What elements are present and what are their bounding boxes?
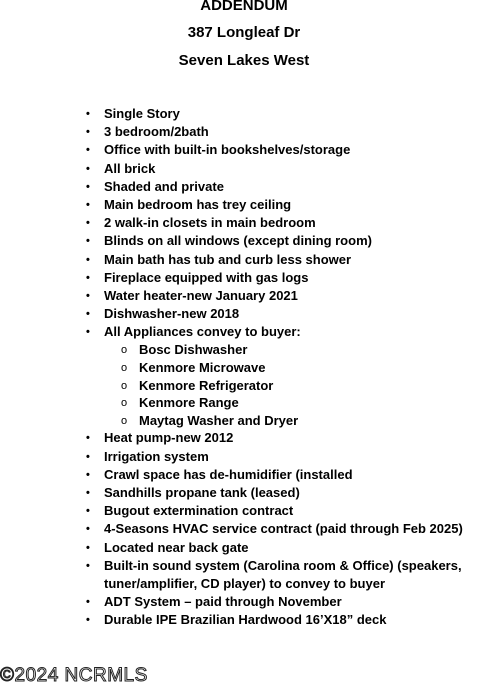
list-item-text: Crawl space has de-humidifier (installed	[104, 466, 353, 482]
list-item-text: ADT System – paid through November	[104, 593, 342, 609]
appliance-item	[0, 377, 488, 395]
appliance-item	[0, 394, 488, 412]
list-item	[0, 611, 488, 629]
subdivision-name: Seven Lakes West	[178, 52, 310, 69]
list-item	[0, 232, 488, 250]
sub-bullet: o	[121, 344, 128, 357]
bullet: •	[86, 217, 90, 230]
list-item	[0, 105, 488, 123]
bullet: •	[86, 450, 90, 463]
bullet: •	[86, 144, 90, 157]
list-item	[0, 269, 488, 287]
list-item-text: 2 walk-in closets in main bedroom	[104, 215, 316, 231]
bullet: •	[86, 326, 90, 339]
bullet: •	[86, 468, 90, 481]
bullet: •	[86, 180, 90, 193]
list-item	[0, 466, 488, 484]
bullet: •	[86, 162, 90, 175]
list-item-text: Bugout extermination contract	[104, 503, 294, 519]
list-item	[0, 448, 488, 466]
bullet: •	[86, 523, 90, 536]
list-item	[0, 141, 488, 159]
bullet: •	[86, 541, 90, 554]
list-item-text: Heat pump-new 2012	[104, 430, 234, 446]
list-item-text: All Appliances convey to buyer:	[104, 324, 301, 340]
list-item	[0, 160, 488, 178]
page-title: ADDENDUM	[200, 0, 288, 14]
list-item	[0, 429, 488, 447]
list-item	[0, 251, 488, 269]
list-item	[0, 214, 488, 232]
property-address: 387 Longleaf Dr	[187, 24, 301, 41]
bullet: •	[86, 253, 90, 266]
appliance-item-text: Kenmore Range	[139, 395, 239, 411]
list-item-text: Sandhills propane tank (leased)	[104, 484, 300, 500]
appliance-item	[0, 359, 488, 377]
list-item	[0, 502, 488, 520]
list-item-text: 3 bedroom/2bath	[104, 124, 209, 140]
bullet: •	[86, 486, 90, 499]
list-item-text: Located near back gate	[104, 539, 249, 555]
appliance-item-text: Maytag Washer and Dryer	[139, 412, 299, 428]
appliance-item-text: Kenmore Microwave	[139, 360, 266, 376]
bullet: •	[86, 614, 90, 627]
bullet: •	[86, 108, 90, 120]
list-item	[0, 323, 488, 341]
list-item-text: All brick	[104, 160, 156, 176]
list-item	[0, 484, 488, 502]
list-item	[0, 539, 488, 557]
sound-system-line-1: Built-in sound system (Carolina room & Office) (speakers,	[104, 557, 462, 573]
appliance-item-text: Kenmore Refrigerator	[139, 377, 274, 393]
bullet: •	[86, 432, 90, 445]
bullet: •	[86, 271, 90, 284]
list-item	[0, 178, 488, 196]
copyright-watermark: ©2024 NCRMLS	[0, 665, 148, 686]
sub-bullet: o	[121, 379, 128, 392]
list-item-sound-system	[0, 557, 488, 593]
bullet: •	[86, 126, 90, 139]
list-item-text: Blinds on all windows (except dining room)	[104, 233, 372, 249]
sub-bullet: o	[121, 397, 128, 410]
bullet: •	[86, 308, 90, 321]
list-item-text: Durable IPE Brazilian Hardwood 16’X18” deck	[104, 612, 387, 628]
list-item	[0, 520, 488, 538]
features-list	[0, 105, 488, 629]
list-item-text: Single Story	[104, 106, 180, 121]
appliance-item-text: Bosc Dishwasher	[139, 342, 248, 358]
appliance-item	[0, 412, 488, 430]
list-item-text: Office with built-in bookshelves/storage	[104, 142, 351, 158]
sub-bullet: o	[121, 414, 128, 427]
list-item-text: Shaded and private	[104, 178, 224, 194]
list-item-text: Main bedroom has trey ceiling	[104, 196, 292, 212]
list-item-text	[104, 557, 462, 593]
bullet: •	[86, 505, 90, 518]
bullet: •	[86, 198, 90, 211]
list-item-text: Irrigation system	[104, 448, 209, 464]
list-item	[0, 287, 488, 305]
list-item	[0, 196, 488, 214]
list-item-text: 4-Seasons HVAC service contract (paid through Feb 2025)	[104, 521, 463, 537]
appliance-item	[0, 341, 488, 359]
list-item-text: Dishwasher-new 2018	[104, 306, 240, 322]
list-item	[0, 305, 488, 323]
list-item-text: Fireplace equipped with gas logs	[104, 269, 309, 285]
bullet: •	[86, 559, 90, 572]
bullet: •	[86, 289, 90, 302]
bullet: •	[86, 235, 90, 248]
sound-system-line-2: tuner/amplifier, CD player) to convey to buyer	[104, 575, 386, 591]
bullet: •	[86, 595, 90, 608]
list-item-text: Main bath has tub and curb less shower	[104, 251, 352, 267]
list-item-text: Water heater-new January 2021	[104, 287, 298, 303]
sub-bullet: o	[121, 362, 128, 375]
list-item	[0, 123, 488, 141]
list-item	[0, 593, 488, 611]
